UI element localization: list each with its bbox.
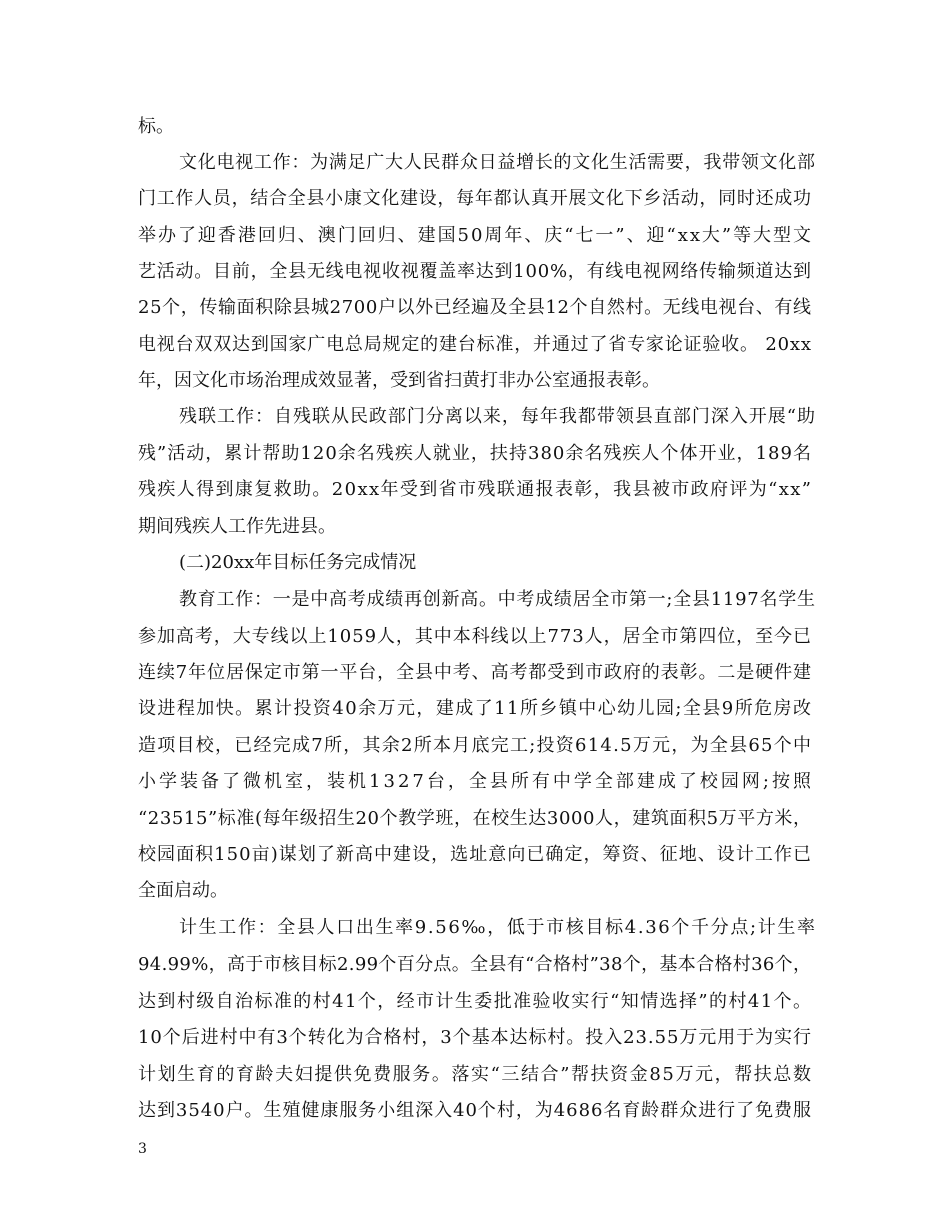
text-line (0, 1058, 950, 1092)
text-line-content: 计划生育的育龄夫妇提供免费服务。落实“三结合”帮扶资金85万元，帮扶总数 (138, 1064, 813, 1085)
text-line (0, 546, 950, 580)
text-line-content: 小学装备了微机室，装机1327台，全县所有中学全部建成了校园网;按照 (138, 771, 814, 792)
text-line (0, 620, 950, 654)
text-line (0, 110, 950, 144)
text-line-content: 设进程加快。累计投资40余万元，建成了11所乡镇中心幼儿园;全县9所危房改 (138, 698, 813, 719)
text-line (0, 182, 950, 216)
text-line (0, 948, 950, 982)
text-line-content: 教育工作：一是中高考成绩再创新高。中考成绩居全市第一;全县1197名学生 (179, 589, 816, 610)
text-line (0, 255, 950, 289)
text-line-content: 残联工作：自残联从民政部门分离以来，每年我都带领县直部门深入开展“助 (179, 406, 816, 427)
text-line (0, 911, 950, 945)
text-line-content: 造项目校，已经完成7所，其余2所本月底完工;投资614.5万元，为全县65个中 (138, 735, 813, 756)
text-line (0, 510, 950, 544)
text-line-content: 计生工作：全县人口出生率9.56‰，低于市核目标4.36个千分点;计生率 (179, 917, 817, 938)
text-line (0, 729, 950, 763)
text-line (0, 802, 950, 836)
text-line-content: 标。 (138, 116, 174, 137)
text-line-content: 连续7年位居保定市第一平台，全县中考、高考都受到市政府的表彰。二是硬件建 (138, 662, 812, 683)
text-line-content: 期间残疾人工作先进县。 (138, 516, 336, 537)
text-line-content: 年，因文化市场治理成效显著，受到省扫黄打非办公室通报表彰。 (138, 370, 660, 391)
text-line-content: 94.99%，高于市核目标2.99个百分点。全县有“合格村”38个，基本合格村36个， (138, 954, 812, 975)
text-line-content: 达到3540户。生殖健康服务小组深入40个村，为4686名育龄群众进行了免费服 (138, 1100, 812, 1121)
text-line (0, 1094, 950, 1128)
text-line (0, 473, 950, 507)
text-line (0, 146, 950, 180)
text-line-content: 10个后进村中有3个转化为合格村，3个基本达标村。投入23.55万元用于为实行 (138, 1027, 812, 1048)
text-line-content: “23515”标准(每年级招生20个教学班，在校生达3000人，建筑面积5万平方米， (138, 808, 812, 829)
text-line-content: 举办了迎香港回归、澳门回归、建国50周年、庆“七一”、迎“xx大”等大型文 (138, 225, 813, 246)
text-line (0, 838, 950, 872)
text-line (0, 692, 950, 726)
text-line-content: 艺活动。目前，全县无线电视收视覆盖率达到100%，有线电视网络传输频道达到 (138, 261, 812, 282)
text-line-content: 门工作人员，结合全县小康文化建设，每年都认真开展文化下乡活动，同时还成功 (138, 188, 812, 209)
text-line-content: 25个，传输面积除县城2700户以外已经遍及全县12个自然村。无线电视台、有线 (138, 297, 812, 318)
text-line (0, 400, 950, 434)
text-line-content: 电视台双双达到国家广电总局规定的建台标准，并通过了省专家论证验收。 20xx (138, 334, 812, 355)
text-line-content: 残疾人得到康复救助。20xx年受到省市残联通报表彰，我县被市政府评为“xx” (138, 479, 813, 500)
text-line-content: 参加高考，大专线以上1059人，其中本科线以上773人，居全市第四位，至今已 (138, 626, 812, 647)
text-line (0, 656, 950, 690)
text-line (0, 219, 950, 253)
text-line-content: 全面启动。 (138, 880, 228, 901)
text-line-content: 校园面积150亩)谋划了新高中建设，选址意向已确定，筹资、征地、设计工作已 (138, 844, 813, 865)
text-line-content: 残”活动，累计帮助120余名残疾人就业，扶持380余名残疾人个体开业，189名 (138, 443, 813, 464)
text-line (0, 437, 950, 471)
text-line (0, 583, 950, 617)
page-number: 3 (138, 1141, 147, 1157)
text-line (0, 874, 950, 908)
text-line-content: 文化电视工作：为满足广大人民群众日益增长的文化生活需要，我带领文化部 (179, 152, 816, 173)
text-line (0, 1021, 950, 1055)
text-line (0, 364, 950, 398)
text-line (0, 328, 950, 362)
text-line (0, 765, 950, 799)
text-line-content: 达到村级自治标准的村41个，经市计生委批准验收实行“知情选择”的村41个。 (138, 991, 813, 1012)
text-line (0, 985, 950, 1019)
text-line (0, 291, 950, 325)
text-line-content: (二)20xx年目标任务完成情况 (179, 552, 417, 573)
